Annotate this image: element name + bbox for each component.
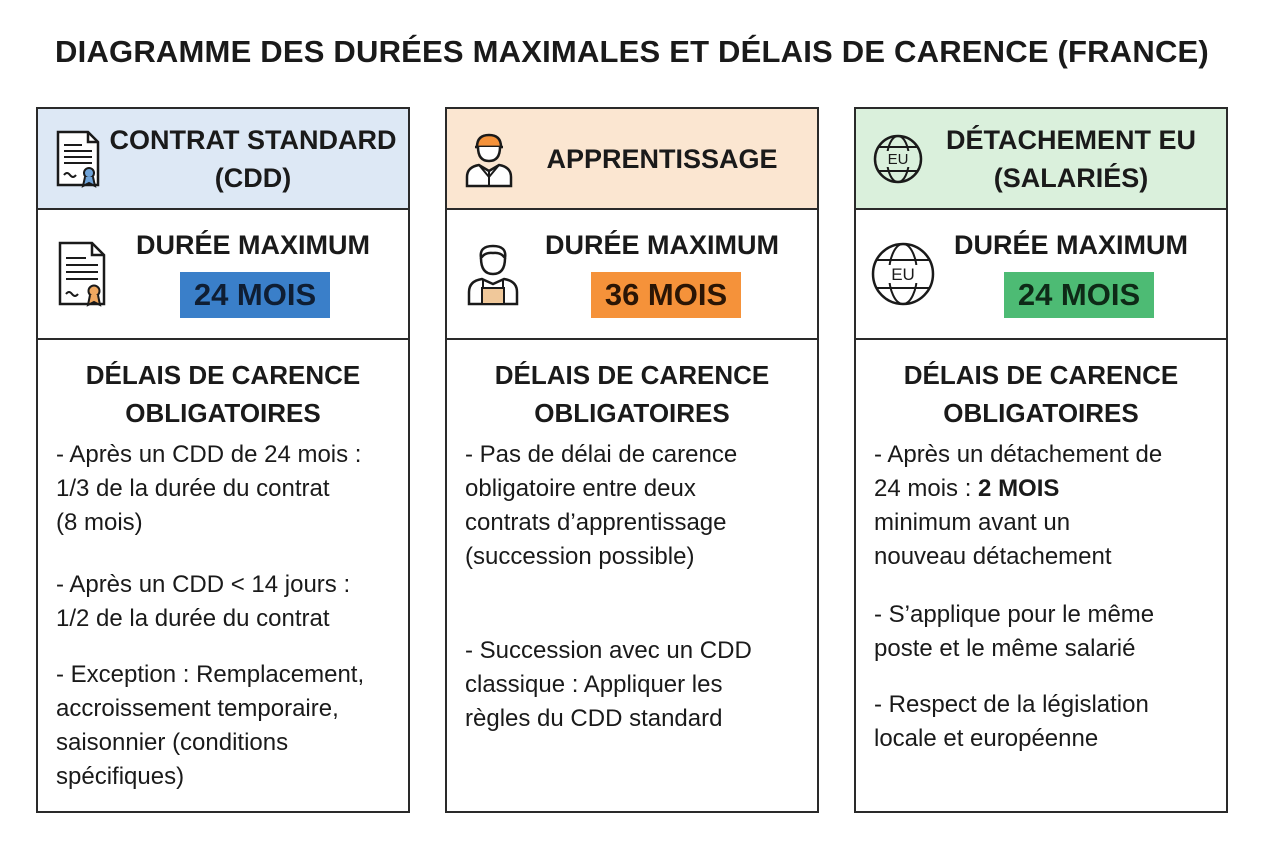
- delay-section: [856, 340, 1226, 811]
- delay-title: DÉLAIS DE CARENCE OBLIGATOIRES: [85, 360, 361, 428]
- delay-title: DÉLAIS DE CARENCE OBLIGATOIRES: [494, 360, 770, 428]
- column-header: [38, 109, 408, 210]
- duration-section: [447, 210, 817, 340]
- delay-item: - Pas de délai de carence obligatoire entre deux contrats d’apprentissage (succession possible): [465, 441, 738, 570]
- contract-certificate-icon: [52, 129, 108, 189]
- delay-item: - Respect de la législation locale et européenne: [874, 691, 1149, 752]
- delay-title: DÉLAIS DE CARENCE OBLIGATOIRES: [903, 360, 1179, 428]
- duration-section: [856, 210, 1226, 340]
- delay-item: [874, 438, 1216, 574]
- globe-text: EU: [891, 265, 915, 284]
- delay-item: - S’applique pour le même poste et le même salarié: [874, 601, 1155, 662]
- duration-value-badge: 36 MOIS: [591, 272, 741, 318]
- diagram-title: DIAGRAMME DES DURÉES MAXIMALES ET DÉLAIS DE CARENCE (FRANCE): [55, 34, 1209, 69]
- column-header: [856, 109, 1226, 210]
- delay-item-text: - Après un détachement de 24 mois :: [874, 441, 1163, 502]
- duration-label: DURÉE MAXIMUM: [136, 230, 370, 260]
- delay-item: - Succession avec un CDD classique : Appliquer les règles du CDD standard: [465, 637, 752, 732]
- duration-value-badge: 24 MOIS: [1004, 272, 1154, 318]
- globe-text: EU: [887, 151, 909, 168]
- delay-item: - Après un CDD < 14 jours : 1/2 de la durée du contrat: [56, 571, 351, 632]
- delay-section: [447, 340, 817, 811]
- eu-globe-icon: [870, 129, 926, 189]
- delay-item-emphasis: 2 MOIS: [978, 475, 1060, 502]
- eu-globe-icon: [872, 240, 932, 308]
- apprentice-person-icon: [461, 129, 517, 189]
- column-title: DÉTACHEMENT EU (SALARIÉS): [945, 124, 1196, 193]
- column-title: CONTRAT STANDARD (CDD): [109, 124, 397, 193]
- delay-item-text: minimum avant un nouveau détachement: [874, 509, 1112, 570]
- duration-section: [38, 210, 408, 340]
- delay-item: - Après un CDD de 24 mois : 1/3 de la durée du contrat (8 mois): [56, 441, 362, 536]
- delay-item: - Exception : Remplacement, accroissement temporaire, saisonnier (conditions spécifiques): [56, 661, 365, 790]
- duration-value-badge: 24 MOIS: [180, 272, 330, 318]
- delay-section: [38, 340, 408, 811]
- column-detachement-eu: [854, 107, 1228, 813]
- worker-overalls-icon: [463, 240, 523, 308]
- column-apprentissage: [445, 107, 819, 813]
- duration-label: DURÉE MAXIMUM: [954, 230, 1188, 260]
- duration-label: DURÉE MAXIMUM: [545, 230, 779, 260]
- column-cdd: [36, 107, 410, 813]
- column-header: [447, 109, 817, 210]
- column-title: APPRENTISSAGE: [546, 143, 778, 174]
- contract-certificate-icon: [54, 240, 114, 308]
